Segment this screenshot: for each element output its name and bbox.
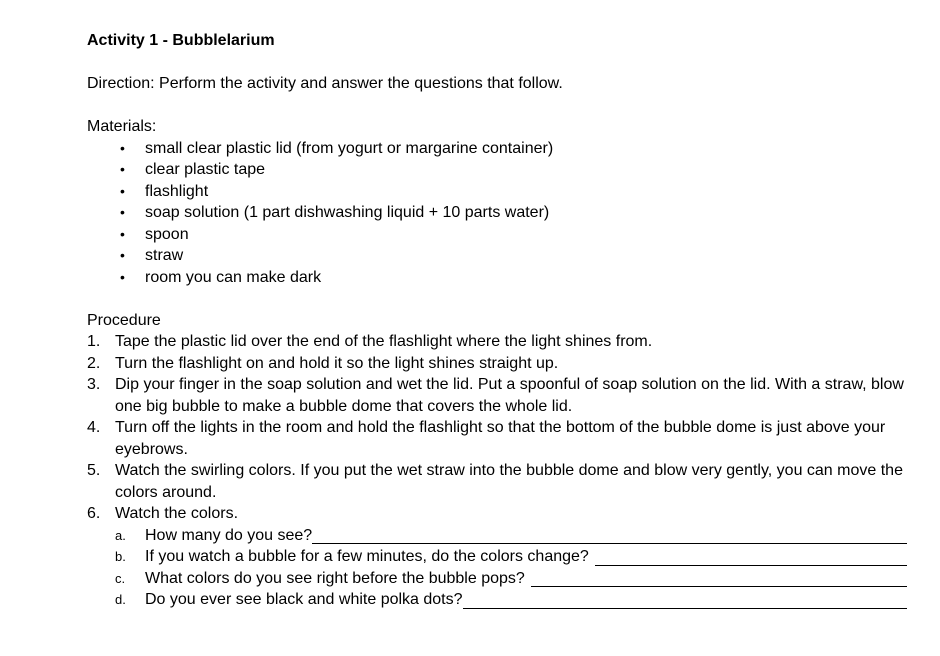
procedure-step [87, 374, 907, 417]
list-item [87, 267, 907, 289]
material-item-text: straw [145, 247, 184, 264]
step-text: Watch the colors. [115, 505, 239, 522]
material-item-text: flashlight [145, 182, 209, 200]
question-row [87, 589, 907, 611]
procedure-step [87, 417, 907, 460]
procedure-step [87, 331, 907, 353]
step-text: Watch the swirling colors. If you put the wet straw into the bubble dome and blow very gently, you can move the colors around. [115, 462, 903, 501]
procedure-heading: Procedure [87, 311, 161, 329]
question-letter: c. [115, 570, 126, 586]
answer-blank-c[interactable] [531, 572, 907, 587]
material-item-text: clear plastic tape [145, 161, 266, 178]
procedure-step [87, 503, 907, 525]
list-item [87, 181, 907, 203]
question-row [87, 568, 907, 590]
question-row [87, 525, 907, 547]
blank-line [87, 95, 907, 117]
bullet-icon: • [120, 139, 125, 156]
bullet-icon: • [120, 225, 125, 242]
direction-text: Direction: Perform the activity and answer the questions that follow. [87, 75, 563, 92]
activity-title: Activity 1 - Bubblelarium [87, 32, 275, 49]
material-item-text: small clear plastic lid (from yogurt or margarine container) [145, 139, 554, 157]
question-list [87, 525, 907, 611]
step-text: Turn the flashlight on and hold it so the light shines straight up. [115, 354, 559, 372]
bullet-icon: • [120, 182, 125, 199]
question-text: If you watch a bubble for a few minutes, do the colors change? [145, 548, 589, 565]
list-item [87, 138, 907, 160]
answer-blank-b[interactable] [595, 551, 907, 566]
material-item-text: soap solution (1 part dishwashing liquid + 10 parts water) [145, 204, 550, 221]
step-number: 1. [87, 333, 101, 350]
question-text: Do you ever see black and white polka dots? [145, 591, 463, 608]
question-row [87, 546, 907, 568]
answer-blank-d[interactable] [463, 594, 907, 609]
blank-line [87, 52, 907, 74]
material-item-text: spoon [145, 225, 189, 243]
bullet-icon: • [120, 247, 125, 263]
bullet-icon: • [120, 268, 125, 285]
materials-list [87, 138, 907, 289]
question-letter: d. [115, 592, 126, 607]
step-text: Turn off the lights in the room and hold the flashlight so that the bottom of the bubble dome is just above your eyebrows. [115, 419, 886, 458]
list-item [87, 202, 907, 224]
list-item [87, 159, 907, 181]
procedure-step [87, 353, 907, 375]
list-item [87, 245, 907, 267]
procedure-list [87, 331, 907, 525]
question-letter: b. [115, 549, 126, 564]
step-number: 6. [87, 505, 101, 522]
list-item [87, 224, 907, 246]
step-number: 2. [87, 354, 101, 372]
bullet-icon: • [120, 161, 125, 177]
step-number: 3. [87, 376, 101, 393]
question-text: How many do you see? [145, 526, 313, 544]
bullet-icon: • [120, 204, 125, 220]
step-number: 5. [87, 462, 101, 479]
material-item-text: room you can make dark [145, 268, 322, 286]
question-text: What colors do you see right before the bubble pops? [145, 569, 525, 587]
procedure-step [87, 460, 907, 503]
step-number: 4. [87, 419, 101, 436]
step-text: Dip your finger in the soap solution and wet the lid. Put a spoonful of soap solution on the lid. With a straw, blow one big bubble to make a bubble dome that covers the whole lid. [115, 376, 904, 415]
question-letter: a. [115, 527, 126, 543]
blank-line [87, 288, 907, 310]
answer-blank-a[interactable] [312, 529, 907, 544]
materials-heading: Materials: [87, 118, 157, 135]
step-text: Tape the plastic lid over the end of the flashlight where the light shines from. [115, 333, 653, 350]
